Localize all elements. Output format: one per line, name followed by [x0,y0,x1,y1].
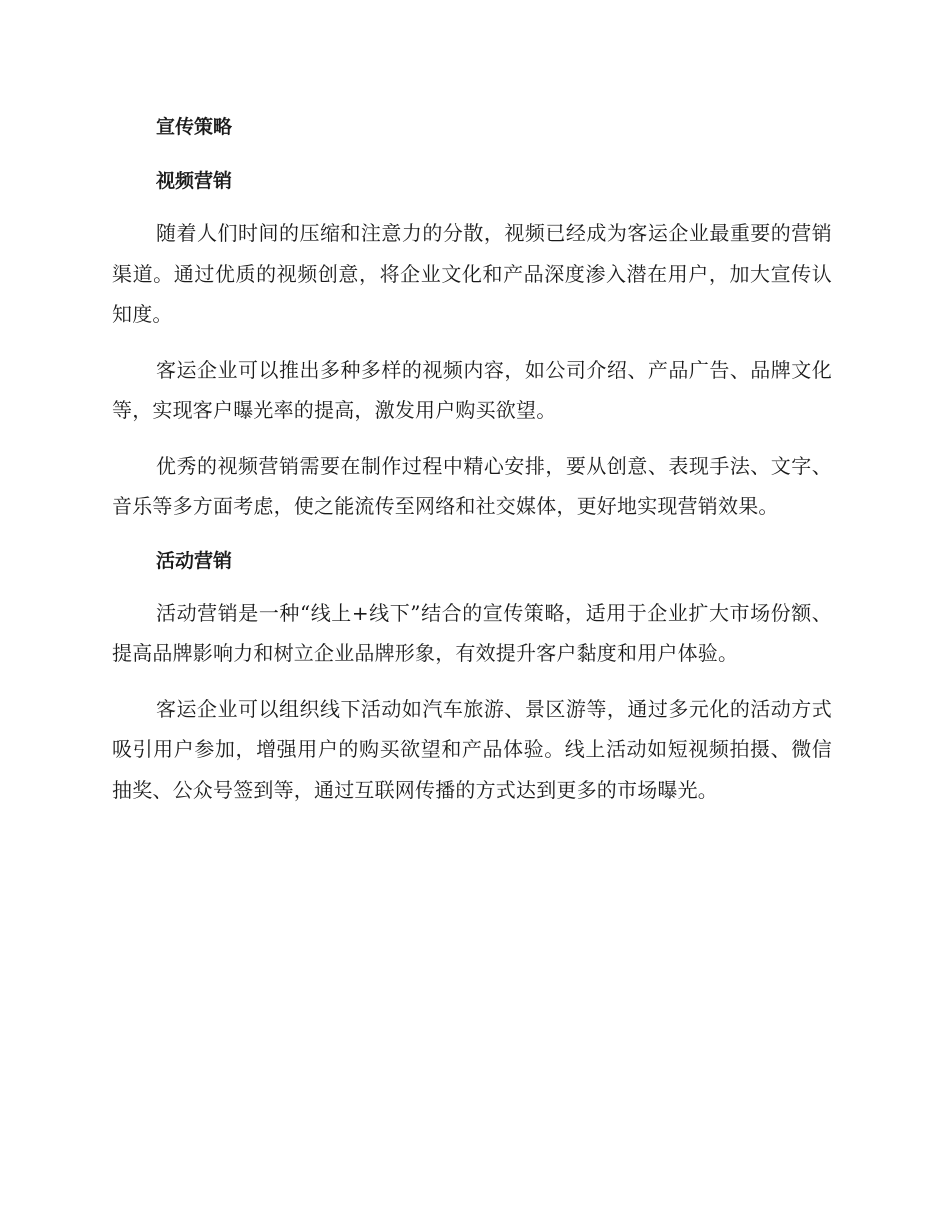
document-title: 宣传策略 [156,116,233,138]
paragraph: 活动营销是一种“线上+线下”结合的宣传策略，适用于企业扩大市场份额、提高品牌影响力和树立企业品牌形象，有效提升客户黏度和用户体验。 [112,600,832,665]
paragraph: 客运企业可以推出多种多样的视频内容，如公司介绍、产品广告、品牌文化等，实现客户曝光率的提高，激发用户购买欲望。 [112,357,832,422]
section-heading-video-marketing: 视频营销 [156,170,233,192]
paragraph: 随着人们时间的压缩和注意力的分散，视频已经成为客运企业最重要的营销渠道。通过优质的视频创意，将企业文化和产品深度渗入潜在用户，加大宣传认知度。 [112,221,832,326]
paragraph: 客运企业可以组织线下活动如汽车旅游、景区游等，通过多元化的活动方式吸引用户参加，增强用户的购买欲望和产品体验。线上活动如短视频拍摄、微信抽奖、公众号签到等，通过互联网传播的方式达到更多的市场曝光。 [112,696,832,802]
section-heading-event-marketing: 活动营销 [156,549,233,572]
document-page [112,108,832,825]
paragraph: 优秀的视频营销需要在制作过程中精心安排，要从创意、表现手法、文字、音乐等多方面考虑，使之能流传至网络和社交媒体，更好地实现营销效果。 [112,453,832,518]
